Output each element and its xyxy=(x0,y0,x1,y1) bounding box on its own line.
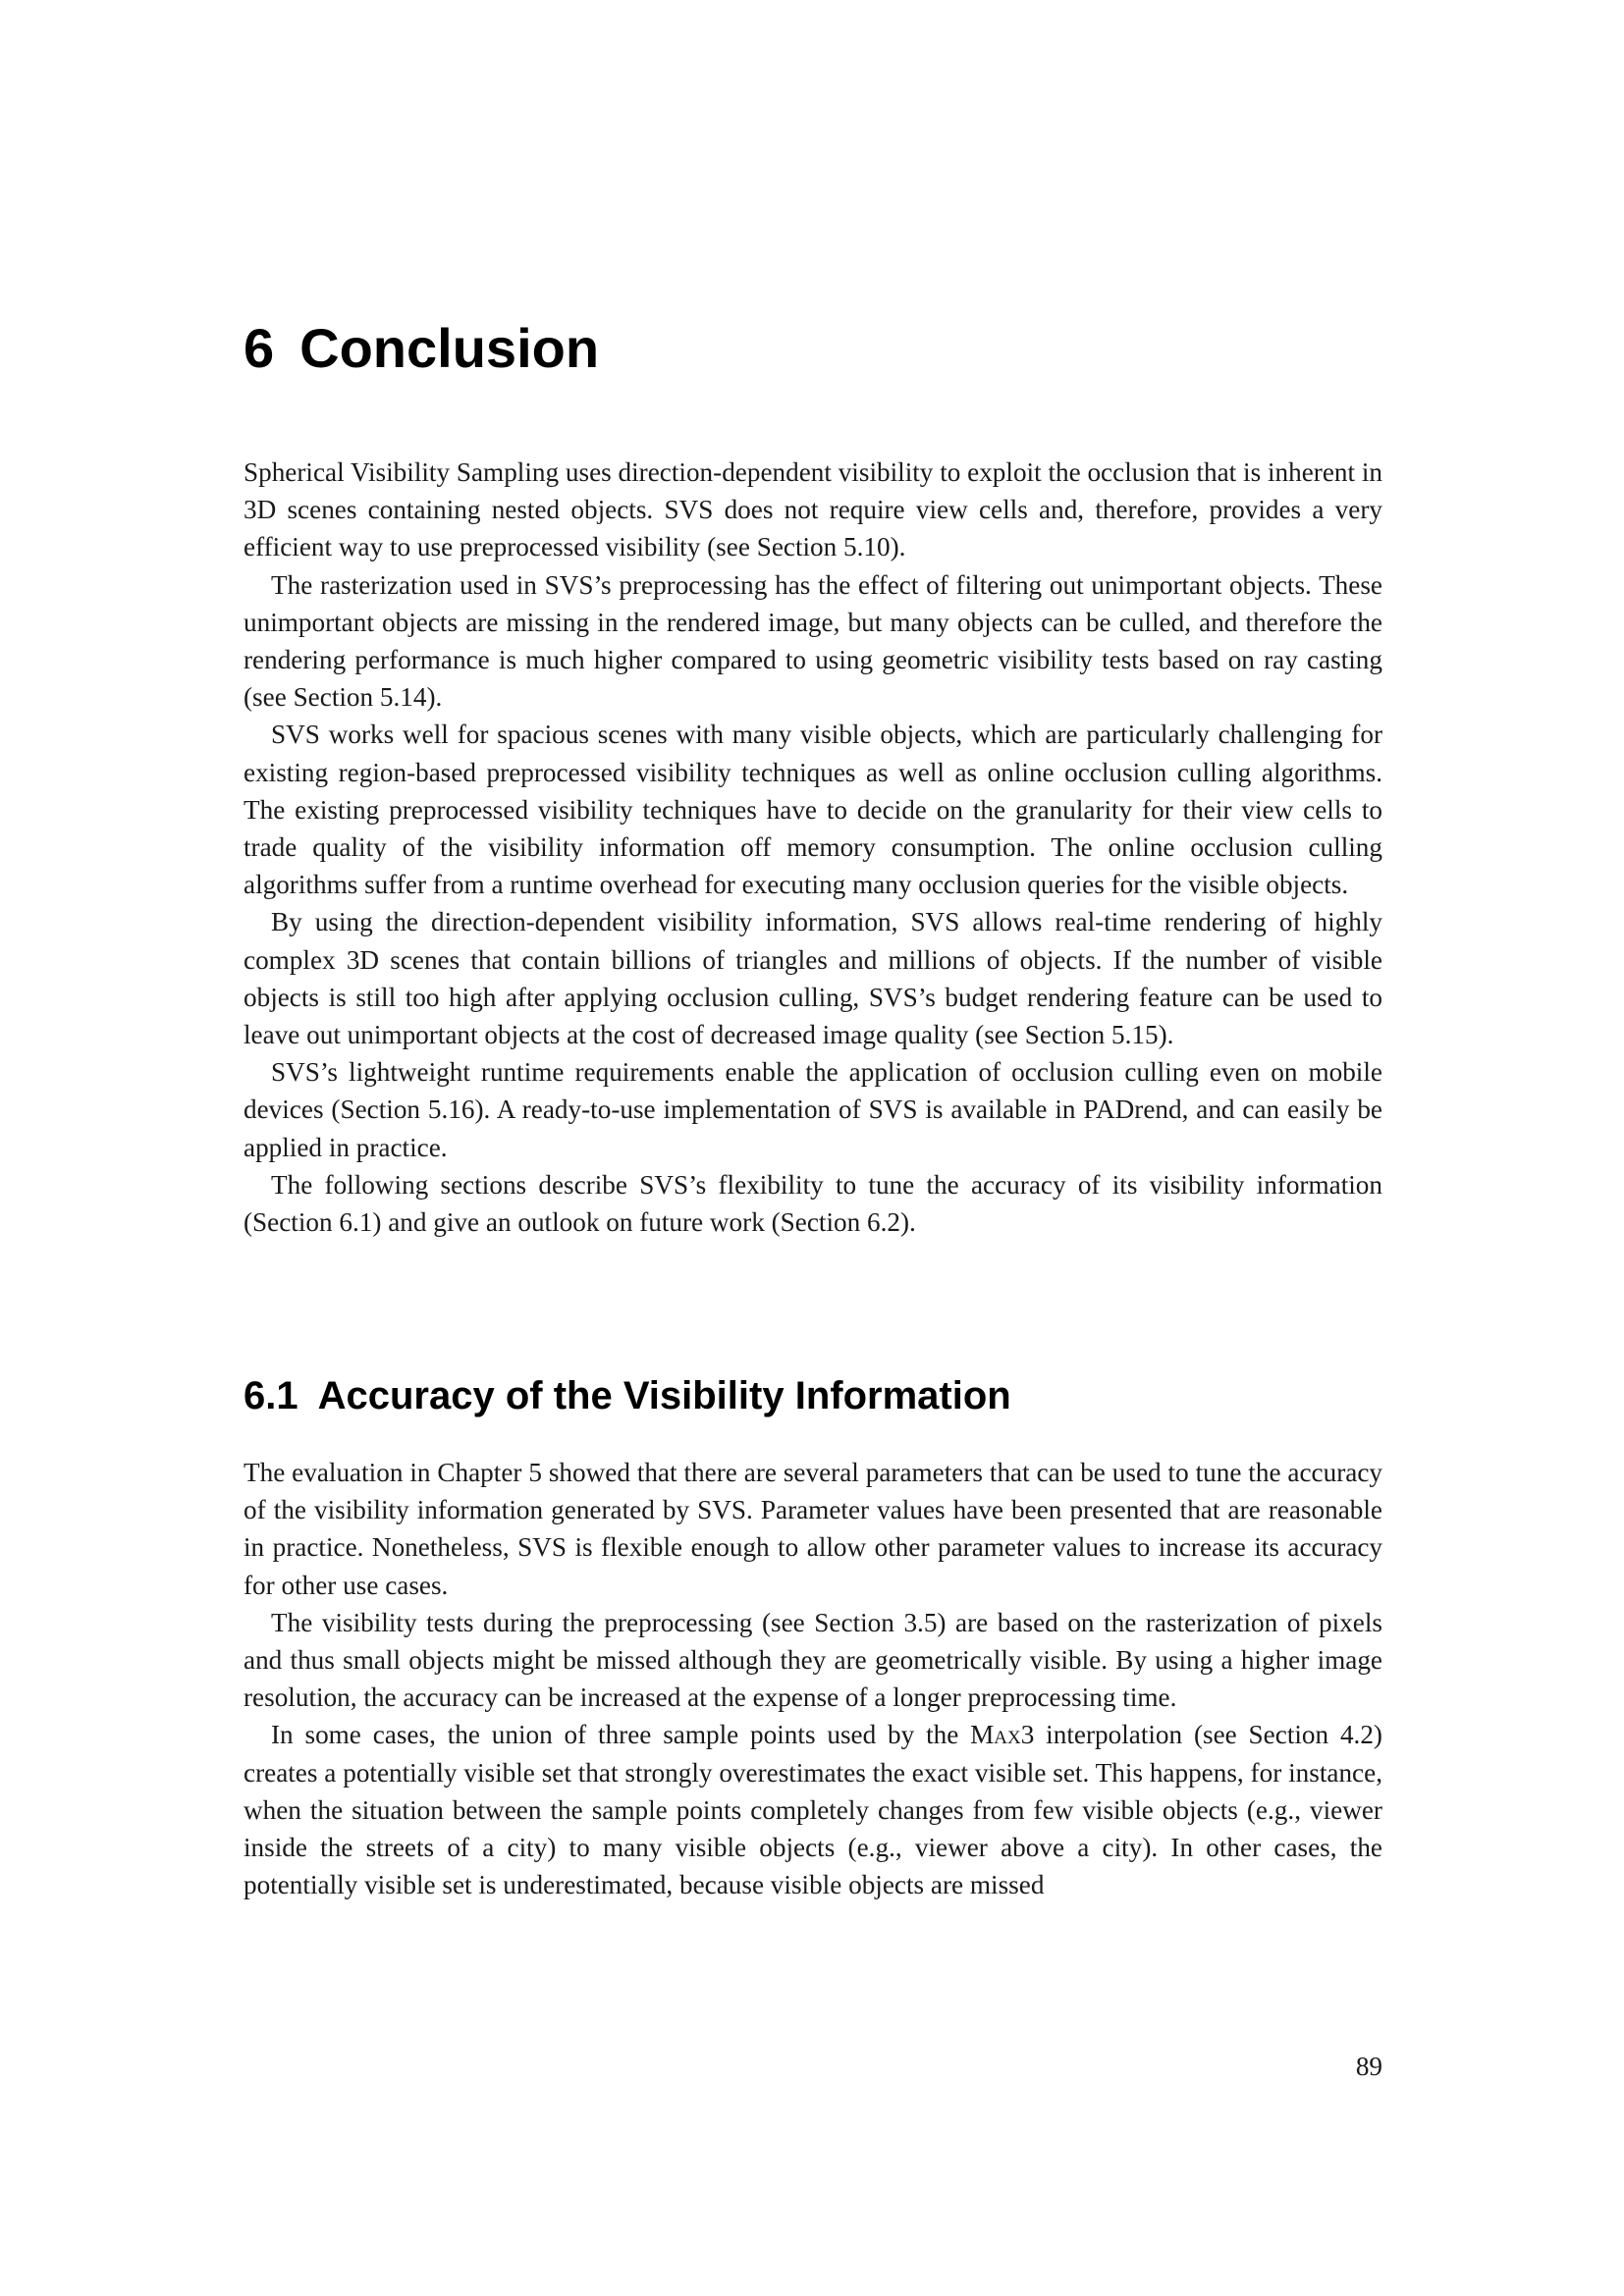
section-paragraph xyxy=(244,1716,1382,1903)
chapter-paragraph: The rasterization used in SVS’s preprocessing has the effect of filtering out unimportant objects. These unimportant objects are missing in the rendered image, but many objects can be culled, and therefore the rendering performance is much higher compared to using geometric visibility tests based on ray casting (see Section 5.14). xyxy=(244,569,1382,713)
chapter-paragraph: SVS’s lightweight runtime requirements enable the application of occlusion culling even on mobile devices (Section 5.16). A ready-to-use implementation of SVS is available in PADrend, and can easily be applied in practice. xyxy=(244,1057,1382,1162)
chapter-paragraph: SVS works well for spacious scenes with many visible objects, which are particularly challenging for existing region-based preprocessed visibility techniques as well as online occlusion culling algorithms. The existing preprocessed visibility techniques have to decide on the granularity for their view cells to trade quality of the visibility information off memory consumption. The online occlusion culling algorithms suffer from a runtime overhead for executing many occlusion queries for the visible objects. xyxy=(244,720,1382,900)
chapter-paragraph: Spherical Visibility Sampling uses direction-dependent visibility to exploit the occlusion that is inherent in 3D scenes containing nested objects. SVS does not require view cells and, therefore, provides a very efficient way to use preprocessed visibility (see Section 5.10). xyxy=(244,457,1382,562)
paragraph-text: In some cases, the union of three sample points used by the xyxy=(271,1720,971,1750)
section-paragraph: The visibility tests during the preprocessing (see Section 3.5) are based on the rasterization of pixels and thus small objects might be missed although they are geometrically visible. By using a higher image resolution, the accuracy can be increased at the expense of a longer preprocessing time. xyxy=(244,1607,1382,1713)
chapter-heading xyxy=(244,314,599,383)
section-number: 6.1 xyxy=(244,1374,298,1417)
max3-term: Max3 xyxy=(970,1720,1035,1750)
paragraph-text: interpolation (see Section 4.2) creates a potentially visible set that strongly overestimates the exact visible set. This happens, for instance, when the situation between the sample points completely changes from few visible objects (e.g., viewer inside the streets of a city) to many visible objects (e.g., viewer above a city). In other cases, the potentially visible set is underestimated, because visible objects are missed xyxy=(244,1720,1382,1900)
chapter-paragraph: The following sections describe SVS’s flexibility to tune the accuracy of its visibility information (Section 6.1) and give an outlook on future work (Section 6.2). xyxy=(244,1169,1382,1238)
chapter-paragraph: By using the direction-dependent visibility information, SVS allows real-time rendering of highly complex 3D scenes that contain billions of triangles and millions of objects. If the number of visible objects is still too high after applying occlusion culling, SVS’s budget rendering feature can be used to leave out unimportant objects at the cost of decreased image quality (see Section 5.15). xyxy=(244,907,1382,1050)
chapter-body xyxy=(244,454,1382,1241)
section-paragraph: The evaluation in Chapter 5 showed that there are several parameters that can be used to tune the accuracy of the visibility information generated by SVS. Parameter values have been presented that are reasonable in practice. Nonetheless, SVS is flexible enough to allow other parameter values to increase its accuracy for other use cases. xyxy=(244,1458,1382,1600)
section-title: Accuracy of the Visibility Information xyxy=(317,1374,1011,1417)
section-heading xyxy=(244,1370,1011,1421)
chapter-number: 6 xyxy=(244,317,275,379)
page-number: 89 xyxy=(1355,2052,1382,2081)
section-body xyxy=(244,1454,1382,1903)
chapter-title: Conclusion xyxy=(299,317,600,379)
